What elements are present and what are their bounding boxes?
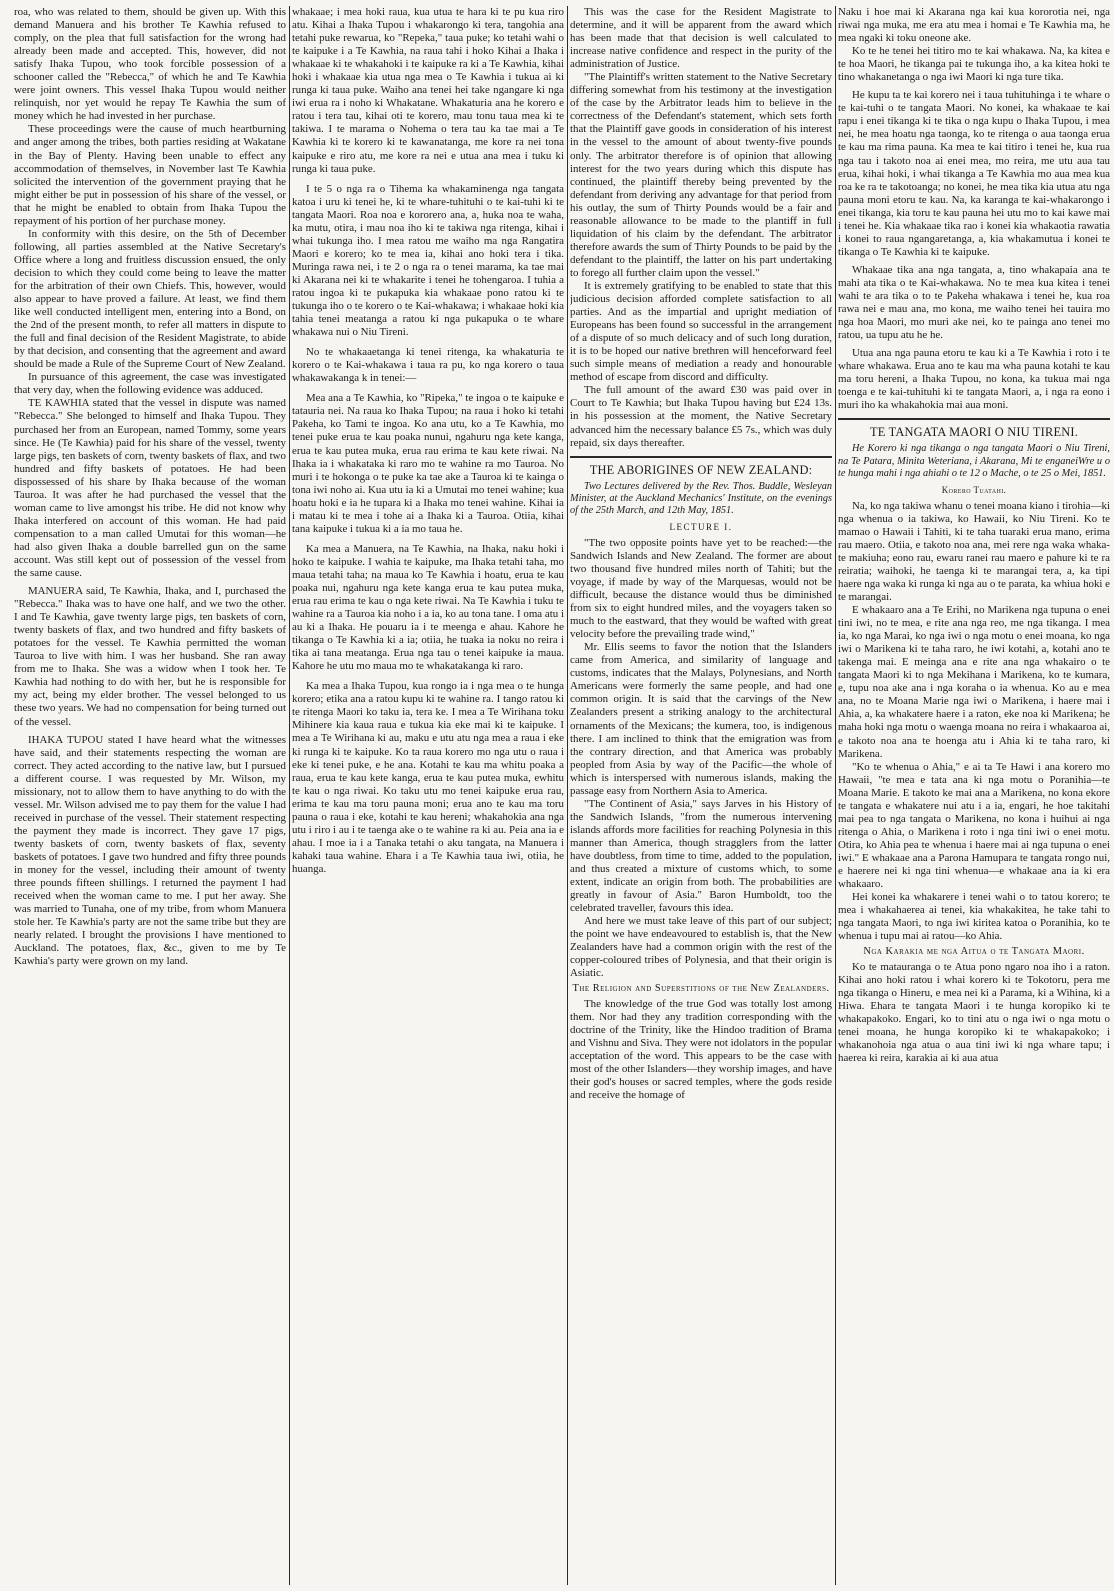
col4-paragraph: He kupu ta te kai korero nei i taua tuhituhinga i te whare o te kai-tuhi o te tangata Maori. No konei, ka whakaae te kai rapu i enei tikanga ki te tika o nga kupu o Ihaka Tupou, i mea nei, he mea hoatu nga taonga, ko te ritenga o aua taonga erua te kau ma rima pauna. Ka mea te kai titiro i tenei he, kua rua nga tau i takoto noa ai enei mea, mo reira, me utu aua tau erua, kihai hoki, i whai tikanga a Te Kawhia mo aua mea kua roa ke ra te takotoanga; no konei, he mea tika kia utua atu nga pauna moni etoru te kau. Na, ka karanga te kai-whakarongo i enei tikanga, kia toru te kau pauna hei utu mo to kai kawe mai i tenei he. Kia whakaae tika rao i konei kia whakaotia rawatia i konei to raua ngangaretanga, a, kia whakamutua i konei te tikanga o Te Kawhia ki te kaipuke. bbox=[838, 89, 1110, 258]
col1-paragraph: IHAKA TUPOU stated I have heard what the witnesses have said, and their statements respecting the woman are correct. They acted according to the native law, but I pursued a different course. I was requested by Mr. Wilson, my missionary, not to allow them to have anything to do with the vessel. Mr. Wilson advised me to pay them for the value I had received in purchase of the vessel. Their statement respecting the payment they made is incorrect. They gave 17 pigs, twenty baskets of corn, twenty baskets of flax, seventy baskets of potatoes. I gave two hundred and fifty three pounds in money for the vessel, including their amount of twenty three pounds fifteen shillings. I returned the payment I had received when the woman came to me. I put her away. She was married to Tunaha, one of my tribe, from whom Manuera stole her. Te Kawhia's party are not the same tribe but they are nearly related. I brought the provisions I have mentioned to Auckland. The potatoes, flax, &c., given to me by Te Kawhia's party were grown on my land. bbox=[14, 733, 286, 968]
article-subhead: Two Lectures delivered by the Rev. Thos. Buddle, Wesleyan Minister, at the Auckland Mechanics' Institute, on the evenings of the 25th March, and 12th May, 1851. bbox=[570, 480, 832, 517]
col1-paragraph: In conformity with this desire, on the 5th of December following, all parties assembled at the Native Secretary's Office where a long and fruitless discussion ensued, the only decision to which they could come being to leave the matter for the arbitration of their own Chiefs. This, however, would also appear to have proved a failure. At least, we find them like well conducted intelligent men, entering into a Bond, on the 2nd of the present month, to refer all matters in dispute to the full and final decision of the Resident Magistrate, to abide by that decision, and consenting that the agreement and award should be made a Rule of the Supreme Court of New Zealand. bbox=[14, 227, 286, 371]
col3-section-paragraph: The knowledge of the true God was totally lost among them. Nor had they any tradition corresponding with the doctrine of the Trinity, like the Hindoo tradition of Brama and Vishnu and Siva. They were not idolators in the popular acceptation of the word. This appears to be the case with most of the other Islanders—they worship images, and have their god's houses or sacred temples, where the gods reside and receive the homage of bbox=[570, 997, 832, 1102]
col4-article-paragraph: Na, ko nga takiwa whanu o tenei moana kiano i tirohia—ki nga whenua o ia takiwa, ko Hawaii, ko Niu Tireni. Ko te mamao o Hawaii i Tahiti, ki te taha tuaraki erua mano, erima rau maero. Otiia, e takoto noa ana, mei rere nga waka whaka-te makiuha; eono rau, ewaru ranei rau maero e pahure ki te ra reiratia; waihoki, he taenga ki te marangai tera, a, ka tipi haere nga waka ki runga ki nga au o te parata, ka whiua hoki e te marangai. bbox=[838, 499, 1110, 603]
section-heading: The Religion and Superstitions of the New Zealanders. bbox=[572, 983, 830, 995]
column-rule bbox=[835, 6, 836, 1585]
col2-paragraph: Ka mea a Ihaka Tupou, kua rongo ia i nga mea o te hunga korero; etika ana a ratou kupu ki te wahine ra. I tango ratou ki te ritenga Maori ko taku ia, tera ke. I mea a Te Wirihana toku Mihinere kia kaua raua e tukua kia eke mai ki te kaipuke. I mea a Te Wirihana ki au, maku e utu atu nga mea a raua i eke ki runga ki te kaipuke. Ko ta raua korero mo nga utu o raua i eke ki tenei puke, e he ana. Kotahi te kau ma whitu poaka a raua, erua te kau kete kanga, erua te kau putea muka, ewhitu te kau o nga riwai. Ko taku utu mo tenei kaipuke erua rau, erima te kau ma toru pauna moni; erua ano te kau ma toru pauna o raua i eke, kotahi te kau hereni; whakahokia ana nga utu i riro i au i te taenga ake o te wahine ra ki au. Peia ana ia e ahau. I moe ia i a Tanaka tetahi o aku tangata, na Manuera i kahaki taua wahine. Ehara i a Te Kawhia taua iwi, otiia, he huanga. bbox=[292, 680, 564, 875]
col2-paragraph: whakaae; i mea hoki raua, kua utua te hara ki te pu kua riro atu. Kihai a Ihaka Tupou i whakarongo ki tera, tangohia ana tetahi puke rewarua, ko "Repeka," taua puke; ko tetahi wahi o te kaipuke i a Te Kawhia, na raua tahi i hoko Kihai a Ihaka i whakaae ki te whakahoki i te kaipuke ra ki a Te Kawhia, kihai hoki i whakaae kia utua nga mea o Te Kawhia i tukua ai ki runga ki taua puke. Waiho ana tenei hei take ngangare ki nga iwi erua ra i noho ki Whakatane. Whakaturia ana he korero e ratou i tera tau, kihai oti te korero, mau tonu taua mea ki te takiwa. I te marama o Nohema o tera tau ka tae mai a Te Kawhia ki te korero ki te kawanatanga, me kore ra nei tona kaipuke e riro atu, me kore ra nei e utua ana mea i tuku ki runga ki taua puke. bbox=[292, 6, 564, 175]
col4-article-paragraph: E whakaaro ana a Te Erihi, no Marikena nga tupuna o enei tini iwi, no te mea, e rite ana nga reo, me nga tikanga. I mea ia, ko nga Marai, ko nga iwi o nga motu o enei moana, ko nga iwi o Marikena ki te taha raro, he iwi kotahi, a, kotahi ano te takenga mai. E meinga ana e rite ana nga whakairo o te tangata Maori ki to nga Mekihana i Marikena, ko te kumara, e, tupu noa ake ana i nga koraha o ia whenua. Ko au e mea ana, no te Moana Marie nga iwi o Marikena, i haere mai i Ahia, a, ka whakatere haere i a raton, eke noa ki Marikena; he maha hoki nga motu o waenga moana no reira i whakaaroa ai, e takoto noa ana te hoenga atu i Ahia ki te taha raro, ki Marikena. bbox=[838, 604, 1110, 760]
col3-article-paragraph: "The Continent of Asia," says Jarves in his History of the Sandwich Islands, "from the numerous intervening islands affords more facilities for reaching Polynesia in this manner than America, though stragglers from the latter have doubtless, from time to time, added to the population, and thus created a mixture of customs which, to some extent, indicate an origin from both. The probabilities are greatly in favour of Asia." Baron Humboldt, too the celebrated traveller, favours this idea. bbox=[570, 797, 832, 915]
col3-article-paragraph: Mr. Ellis seems to favor the notion that the Islanders came from America, and similarity of language and customs, indicates that the Malays, Polynesians, and North Americans were formerly the same people, and had one common origin. It is said that the carvings of the New Zealanders present a striking analogy to the architectural ornaments of the Mexicans; the kumera, too, is indigenous there. I am inclined to think that the emigration was from the contrary direction, and that America was probably peopled from Asia by way of the Pacific—the whole of which is interspersed with numerous islands, making the passage easy from Northern Asia to America. bbox=[570, 641, 832, 797]
lecture-heading: LECTURE I. bbox=[669, 521, 733, 532]
column-4 bbox=[838, 6, 1110, 1585]
col2-paragraph: Ka mea a Manuera, na Te Kawhia, na Ihaka, naku hoki i hoko te kaipuke. I wahia te kaipuke, ma Ihaka tetahi taha, mo maua tetahi taha; na maua ko Te Kawhia i hoatu, erua te kau poaka nui, ngahuru nga kete kanga erua te kau putea muka, erua rau erima te kau o nga kete riwai. Na Te Kawhia i tuku te wahine ra a Tauroa kia noho i a ia, ko au tona tane. I oma atu i au ki a Ihaka. He pouaru ia i te meenga e ahau. Kahore he tikanga o Te Kawhia ki a ia; otiia, he tuaka ia noku no reira i tika ai tana meatanga. Erua nga tau o tenei kaipuke ia maua. Kahore he utu mo maua mo te whakatakanga ki raro. bbox=[292, 542, 564, 673]
col2-paragraph: I te 5 o nga ra o Tihema ka whakaminenga nga tangata katoa i uru ki tenei he, ki te whare-tuhituhi o te kai-tuhi ki te tangata Maori. Roa noa e kororero ana, a, huka noa te waha, ka mutu, otira, i mau noa iho ki te takiwa nga ritenga, kihai i whai tukunga iho. I mea ratou me waiho ma nga Rangatira Maori e korero; ko te mea ia, kihai ano hoki tera i tika. Muringa rawa nei, i te 2 o nga ra o tenei marama, ka tae mai ki Akarana nei ki te whakarite i tenei he tohengaroa. I tuhia a ratou ingoa ki te pukapuka kia whakaae pono ratou ki te tukunga iho o te korero o te Kai-whakawa; i whakaae hoki kia tahia tenei meatanga a ratou ki nga pukapuka o te whare whakawa nui o Niu Tireni. bbox=[292, 182, 564, 339]
col2-paragraph: Mea ana a Te Kawhia, ko "Ripeka," te ingoa o te kaipuke e tatauria nei. Na raua ko Ihaka Tupou; na raua i hoko ki tetahi Pakeha, ko Tami te ingoa. Ko ana utu, ko a Te Kawhia, mo tenei puke erua te kau poaka nunui, ngahuru nga kete kanga, erua te kau putea muka, erua rau erima te kau kete riwai. Na Ihaka ia i whakataka ki raro mo te wahine ra mo Tauroa. No muri i te hokonga o te puke ka tae ake a Tauroa ki te kainga o tona iwi noho ai. Kua utu ia ki a Umutai mo tenei wahine; kua hoatu hoki e ia he tupara ki a Ihaka mo tenei wahine. Kihai ia i matau ki te mea i tohe ai a Ihaka ki a Tauroa. Otiia, kihai tana kaipuke i tukua ki a ia mo taua he. bbox=[292, 392, 564, 535]
col4-paragraph: Naku i hoe mai ki Akarana nga kai kua kororotia nei, nga riwai nga muka, me era atu mea i homai e Te Kawhia ma, he mea ngaki ki toku oneone ake. bbox=[838, 6, 1110, 45]
col4-article-paragraph: Hei konei ka whakarere i tenei wahi o to tatou korero; te mea i whakahaerea ai tenei, kia whakakitea, he take tahi to nga tangata Maori, to nga iwi kiritea katoa o Poranihia, ko te whenua i tupu mai ai ratou—ko Ahia. bbox=[838, 891, 1110, 943]
col4-section-paragraph: Ko te matauranga o te Atua pono ngaro noa iho i a raton. Kihai ano hoki ratou i whai korero ki te Tokotoru, pera me nga tikanga o Hineru, e mea nei ki a Parama, ki a Wihina, ki a Hiwa. Ehara te tangata Maori i te hunga koropiko ki te whakapakoko. Engari, ko to tini atu o nga iwi o nga motu o tenei moana, he hunga koropiko ki te whakapakoko; i whakanohoia nga atua o aua tini iwi ki nga whare tapu; i haerea ki reira, karakia ai ki aua atua bbox=[838, 960, 1110, 1065]
col1-paragraph: These proceedings were the cause of much heartburning and anger among the tribes, both parties residing at Wakatane in the Bay of Plenty. Having been unable to effect any accommodation of themselves, in November last Te Kawhia solicited the intervention of the government praying that he might either be put in possession of his share of the vessel, or that he might be enabled to obtain from Ihaka Tupou the repayment of his portion of her purchase money. bbox=[14, 123, 286, 227]
lecture-heading: Korero Tuatahi. bbox=[941, 484, 1007, 495]
column-3 bbox=[570, 6, 832, 1585]
col3-paragraph: "The Plaintiff's written statement to the Native Secretary differing somewhat from his testimony at the investigation of the case by the Arbitrator leads him to believe in the correctness of the Defendant's statement, which sets forth that the Plaintiff gave goods in consideration of his interest in the vessel to the amount of about twenty-five pounds only. The arbitrator therefore is of opinion that allowing interest for the two years during which this dispute has continued, the plaintiff thereby being prevented by the defendant from deriving any advantage for that period from his outlay, the sum of Thirty Pounds would be a fair and reasonable allowance to be made to the plantiff in full liquidation of his claim by the defendant. The arbitrator therefore awards the sum of Thirty Pounds to be paid by the defendant to the plaintiff, the latter on his part undertaking to forego all further claim upon the vessel." bbox=[570, 71, 832, 279]
column-rule bbox=[289, 6, 290, 1585]
column-1 bbox=[14, 6, 286, 1585]
column-2 bbox=[292, 6, 564, 1585]
col1-paragraph: MANUERA said, Te Kawhia, Ihaka, and I, purchased the "Rebecca." Ihaka was to have one half, and we two the other. I and Te Kawhia, gave twenty large pigs, ten baskets of corn, twenty baskets of flax, and two hundred and fifty baskets of potatoes for the vessel. Te Kawhia permitted the woman Tauroa to live with him. I was her husband. She ran away from me to Ihaka. She was a widow when I took her. Te Kawhia had nothing to do with her, but he is responsible for my act, being my elder brother. The vessel belonged to us these two years. We had no compensation for being turned out of the vessel. bbox=[14, 585, 286, 728]
col4-article-paragraph: "Ko te whenua o Ahia," e ai ta Te Hawi i ana korero mo Hawaii, "te mea e tata ana ki nga motu o Poranihia—te Moana Marie. E takoto ke mai ana a Marikena, no kona ekore te tangata e whakatere nui atu i a ia, engari, he hoe takitahi mai pea to nga tangata o Marikena, no kona i huihui ai nga ritenga o Ahia, o Marikena i roto i nga tini iwi o enei motu. Otira, ko Ahia pea te whenua i haere mai ai nga tupuna o enei iwi." E whakaae ana a Parona Hamupara te tangata rongo nui, e haerere nei ki nga tini whenua—e whakaae ana ia ki era whakaaro. bbox=[838, 760, 1110, 891]
col1-paragraph: roa, who was related to them, should be given up. With this demand Manuera and his brother Te Kawhia refused to comply, on the plea that full satisfaction for the wrong had already been made and accepted. This, however, did not satisfy Ihaka Tupou, who took forcible possession of a schooner called the "Rebecca," of which he and Te Kawhia were joint owners. This vessel Ihaka Tupou would neither relinquish, nor yet would he repay Te Kawhia the sum of money which he had invested in her purchase. bbox=[14, 6, 286, 123]
col3-paragraph: The full amount of the award £30 was paid over in Court to Te Kawhia; but Ihaka Tupou having but £24 13s. in his possession at the moment, the Native Secretary advanced him the necessary balance £5 7s., which was duly repaid, six days thereafter. bbox=[570, 384, 832, 449]
col4-paragraph: Ko te he tenei hei titiro mo te kai whakawa. Na, ka kitea e te hoa Maori, he tikanga pai te tukunga iho, a ka kitea hoki te tino whakanetanga o nga iwi Maori ki nga ture tika. bbox=[838, 45, 1110, 84]
col2-paragraph: No te whakaaetanga ki tenei ritenga, ka whakaturia te korero o te Kai-whakawa i taua ra pu, ko nga korero o taua whakawakanga k in tenei:— bbox=[292, 346, 564, 385]
article-subhead: He Korero ki nga tikanga o nga tangata Maori o Niu Tireni, na Te Patara, Minita Weteriana, i Akarana, Mi te enganeiWre u o te hunga mahi i nga ahiahi o te 12 o Mache, o te 25 o Mei, 1851. bbox=[838, 443, 1110, 480]
col3-article-paragraph: "The two opposite points have yet to be reached:—the Sandwich Islands and New Zealand. The former are about two thousand five hundred miles north of Tahiti; but the voyage, if made by way of the Marquesas, would not be difficult, because the distance would thus be diminished from six to eight hundred miles, and the voyagers taken so much to the eastward, that they would be wafted with great velocity before the prevailing trade wind," bbox=[570, 536, 832, 641]
article-headline: THE ABORIGINES OF NEW ZEALAND: bbox=[589, 462, 813, 477]
column-rule bbox=[567, 6, 568, 1585]
col4-paragraph: Utua ana nga pauna etoru te kau ki a Te Kawhia i roto i te whare whakawa. Erua ano te kau ma wha pauna kotahi te kau ma toru hereni, a Ihaka Tupou, no kona, ka tukua mai nga toenga e te kai-tuhituhi ki te tangata Maori, a, i nga ra eono i muri iho ka whakahokia mai aua moni. bbox=[838, 347, 1110, 412]
col4-paragraph: Whakaae tika ana nga tangata, a, tino whakapaia ana te mahi ata tika o te Kai-whakawa. No te mea kua kitea i tenei wahi te ara tika o to te Pakeha whakawa i tenei he, kua roa rawa nei e mau ana, mo kona, me waiho tenei hei tauira mo nga hoa Maori, mo muri ake nei, ko te painga ano tenei mo ratou, ua tupu atu he he. bbox=[838, 263, 1110, 342]
article-headline: TE TANGATA MAORI O NIU TIRENI. bbox=[870, 425, 1078, 440]
section-heading: Nga Karakia me nga Aitua o te Tangata Maori. bbox=[863, 946, 1085, 958]
col3-paragraph: It is extremely gratifying to be enabled to state that this judicious decision afforded complete satisfaction to all parties. And as the impartial and upright mediation of Europeans has been found so successful in the arrangement of a dispute of so much delicacy and of such long duration, it is to be hoped our native brethren will henceforward feel such simple means of mediation a ready and honourable method of escape from discord and difficulty. bbox=[570, 279, 832, 384]
article-divider bbox=[838, 418, 1110, 420]
col1-paragraph: TE KAWHIA stated that the vessel in dispute was named "Rebecca." She belonged to himself and Ihaka Tupou. They purchased her from an European, named Tommy, some years since. He (Te Kawhia) paid for his share of the vessel, twenty large pigs, ten baskets of corn, twenty baskets of flax, and two hundred and fifty baskets of potatoes. He had been dispossessed of his share by Ihaka because of the woman Tauroa. It was after he had purchased the vessel that the woman came to live amongst his tribe. He did not know why Ihaka interfered on account of this woman. He had paid compensation to a man called Umutai for this woman—he had also given Ihaka a double barrelled gun on the same account. Was still kept out of possession of the vessel from the same cause. bbox=[14, 397, 286, 580]
col1-paragraph: In pursuance of this agreement, the case was investigated that very day, when the following evidence was adduced. bbox=[14, 371, 286, 397]
col3-paragraph: This was the case for the Resident Magistrate to determine, and it will be apparent from the award which has been made that that decision is well calculated to increase native confidence and respect in the purity of the administration of Justice. bbox=[570, 6, 832, 71]
col3-article-paragraph: And here we must take leave of this part of our subject; the point we have endeavoured to establish is, that the New Zealanders have had a common origin with the rest of the copper-coloured tribes of Polynesia, and that their origin is Asiatic. bbox=[570, 915, 832, 980]
article-divider bbox=[570, 456, 832, 458]
